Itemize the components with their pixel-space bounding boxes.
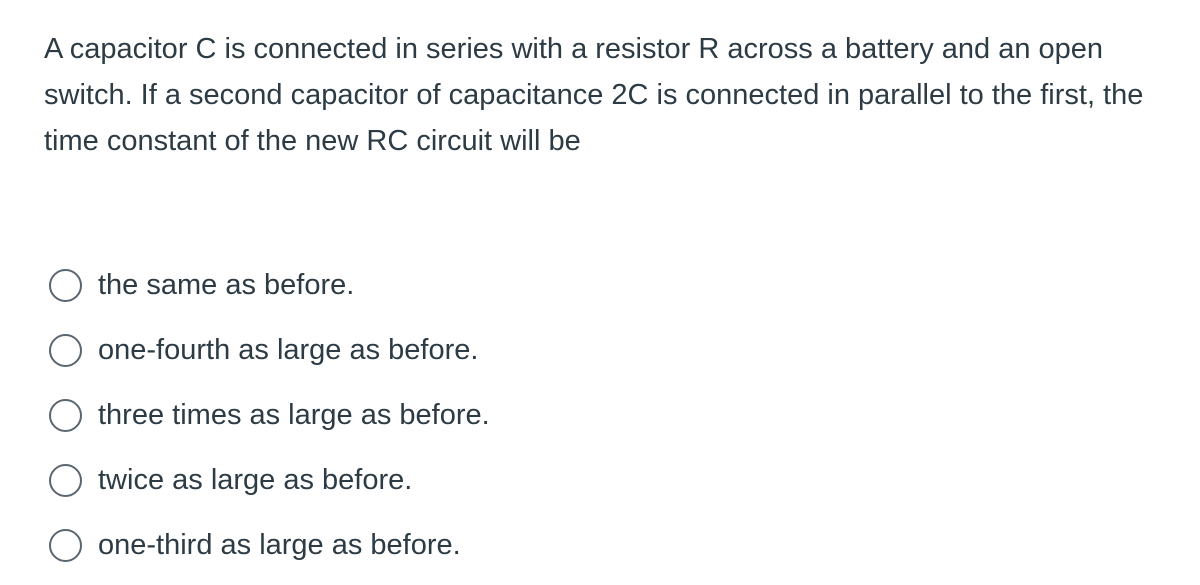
answer-option-label: the same as before. <box>98 269 355 301</box>
radio-button-icon[interactable] <box>49 399 82 432</box>
answer-option-label: three times as large as before. <box>98 399 490 431</box>
answer-option-label: twice as large as before. <box>98 464 413 496</box>
answer-option-3[interactable] <box>49 383 949 448</box>
radio-button-icon[interactable] <box>49 529 82 562</box>
answer-option-5[interactable] <box>49 513 949 578</box>
answer-option-4[interactable] <box>49 448 949 513</box>
question-text: A capacitor C is connected in series with a resistor R across a battery and an open switch. If a second capacitor of capacitance 2C is connected in parallel to the first, the time constant of the new RC circuit will be <box>44 33 1144 157</box>
answer-option-label: one-fourth as large as before. <box>98 334 479 366</box>
answer-option-1[interactable] <box>49 253 949 318</box>
radio-button-icon[interactable] <box>49 464 82 497</box>
answer-options <box>49 253 949 578</box>
radio-button-icon[interactable] <box>49 269 82 302</box>
radio-button-icon[interactable] <box>49 334 82 367</box>
answer-option-2[interactable] <box>49 318 949 383</box>
answer-option-label: one-third as large as before. <box>98 529 461 561</box>
